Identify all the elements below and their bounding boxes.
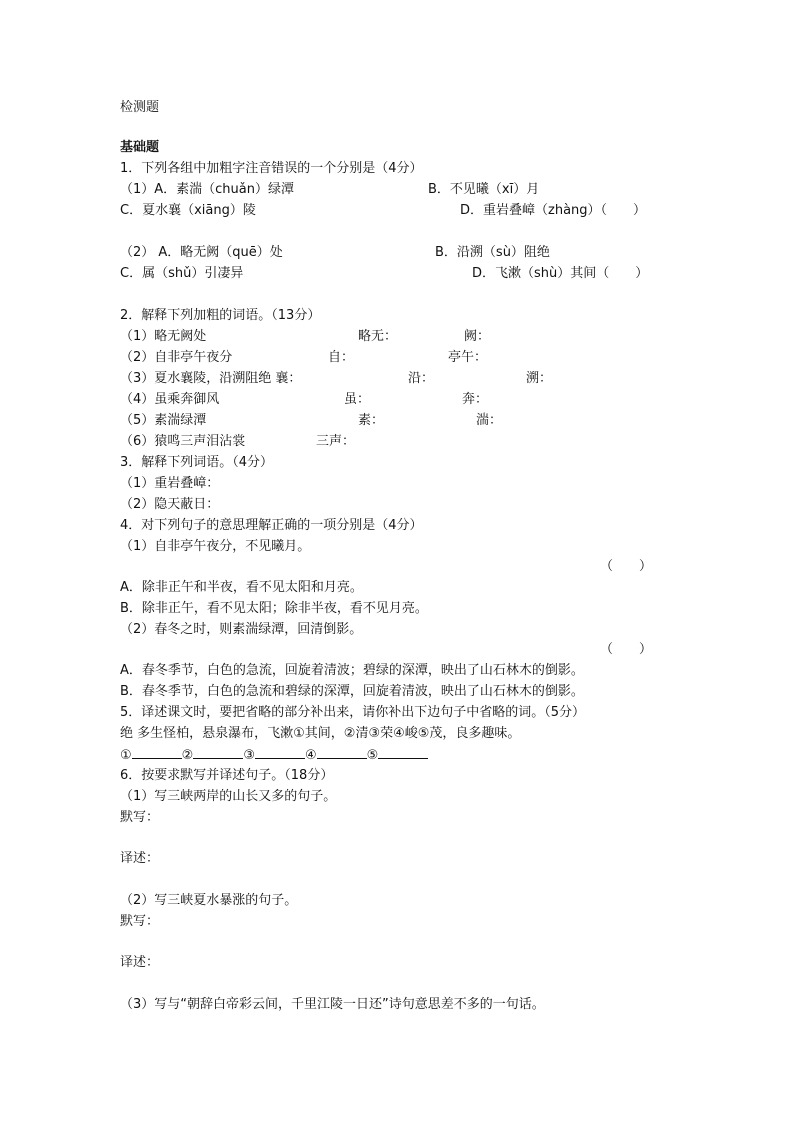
q4-sentence-2: （2）春冬之时，则素湍绿潭，回清倒影。: [120, 622, 363, 637]
q2-row-c: 溯：: [526, 371, 553, 386]
q2-row-a: （1）略无阙处: [120, 329, 207, 344]
q2-row-a: （4）虽乘奔御风: [120, 392, 220, 407]
section-title: 基础题: [120, 140, 160, 155]
q4-s2-option-b: B．春冬季节，白色的急流和碧绿的深潭，回旋着清波，映出了山石林木的倒影。: [120, 684, 584, 699]
q5-blank[interactable]: [255, 746, 305, 759]
q5-text: 绝 多生怪柏，悬泉瀑布，飞漱①其间，②清③荣④峻⑤茂，良多趣味。: [120, 726, 521, 741]
q6-prompt-3: （3）写与“朝辞白帝彩云间，千里江陵一日还”诗句意思差不多的一句话。: [120, 997, 545, 1012]
q5-mark: ②: [181, 748, 194, 763]
q2-row-a: （5）素湍绿潭: [120, 413, 207, 428]
q1-g2-b: B．沿溯（sù）阻绝: [435, 245, 550, 260]
write-label: 默写：: [120, 810, 160, 825]
q2-row-b: 素：: [358, 413, 385, 428]
q1-g1-a: （1）A．素湍（chuǎn）绿潭: [120, 182, 294, 197]
q2-row-c: 亭午：: [448, 350, 488, 365]
translate-label: 译述：: [120, 851, 160, 866]
q2-row-a: （3）夏水襄陵，沿溯阻绝 襄：: [120, 371, 302, 386]
q5-mark: ③: [243, 748, 255, 763]
q4-s1-option-b: B．除非正午，看不见太阳；除非半夜，看不见月亮。: [120, 601, 428, 616]
q3-item: （1）重岩叠嶂：: [120, 476, 220, 491]
q6-prompt-2: （2）写三峡夏水暴涨的句子。: [120, 893, 298, 908]
q4-answer-paren-2: （ ）: [600, 642, 653, 657]
q2-row-b: 自：: [328, 350, 355, 365]
translate-label: 译述：: [120, 955, 160, 970]
q1-g2-d: D．飞漱（shù）其间（ ）: [472, 266, 649, 281]
q2-row-a: （6）猿鸣三声泪沾裳: [120, 434, 246, 449]
q5-blank[interactable]: [193, 746, 243, 759]
q5-answer-blanks: [120, 746, 428, 764]
q4-stem: 4．对下列句子的意思理解正确的一项分别是（4分）: [120, 518, 423, 533]
doc-title: 检测题: [120, 100, 160, 115]
q4-answer-paren-1: （ ）: [600, 559, 653, 574]
q3-item: （2）隐天蔽日：: [120, 497, 220, 512]
q3-stem: 3．解释下列词语。（4分）: [120, 455, 274, 470]
q2-row-c: 阙：: [464, 329, 491, 344]
q5-mark: ⑤: [366, 748, 379, 763]
q2-row-b: 略无：: [358, 329, 398, 344]
q1-g1-d: D．重岩叠嶂（zhàng）（ ）: [460, 203, 647, 218]
q6-prompt-1: （1）写三峡两岸的山长又多的句子。: [120, 789, 337, 804]
write-label: 默写：: [120, 914, 160, 929]
q5-mark: ④: [304, 748, 317, 763]
q2-row-b: 三声：: [316, 434, 356, 449]
q4-s1-option-a: A．除非正午和半夜，看不见太阳和月亮。: [120, 580, 363, 595]
q5-blank[interactable]: [132, 746, 182, 759]
q1-stem: 1．下列各组中加粗字注音错误的一个分别是（4分）: [120, 161, 423, 176]
q4-s2-option-a: A．春冬季节，白色的急流，回旋着清波；碧绿的深潭，映出了山石林木的倒影。: [120, 663, 584, 678]
q5-blank[interactable]: [317, 746, 367, 759]
q2-row-b: 虽：: [344, 392, 371, 407]
q1-g1-b: B．不见曦（xī）月: [428, 182, 540, 197]
q2-row-b: 沿：: [408, 371, 435, 386]
q2-stem: 2．解释下列加粗的词语。（13分）: [120, 308, 321, 323]
q4-sentence-1: （1）自非亭午夜分，不见曦月。: [120, 539, 311, 554]
q5-blank[interactable]: [378, 746, 428, 759]
q2-row-a: （2）自非亭午夜分: [120, 350, 233, 365]
q1-g1-c: C．夏水襄（xiāng）陵: [120, 203, 256, 218]
q2-row-c: 奔：: [462, 392, 489, 407]
q5-mark: ①: [120, 748, 132, 763]
q1-g2-a: （2） A．略无阙（quē）处: [120, 245, 283, 260]
q1-g2-c: C．属（shǔ）引凄异: [120, 266, 244, 281]
q5-stem: 5．译述课文时，要把省略的部分补出来，请你补出下边句子中省略的词。（5分）: [120, 705, 586, 720]
q2-row-c: 湍：: [476, 413, 503, 428]
q6-stem: 6．按要求默写并译述句子。（18分）: [120, 768, 334, 783]
